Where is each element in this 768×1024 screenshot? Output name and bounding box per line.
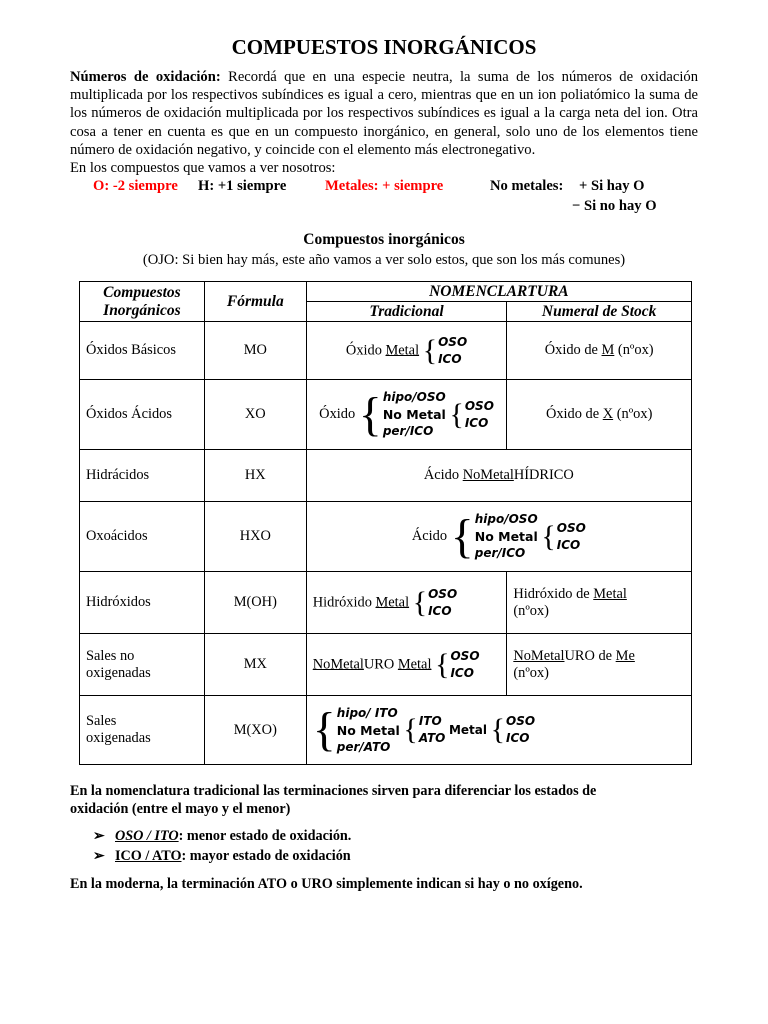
intro-paragraph — [70, 68, 698, 177]
row-name: Hidrácidos — [80, 450, 205, 502]
rule-nonmetals: No metales: — [490, 178, 564, 194]
page-title: COMPUESTOS INORGÁNICOS — [231, 35, 537, 59]
row-traditional: Óxido Metal { OSO ICO — [306, 322, 507, 380]
table-row — [80, 450, 692, 502]
arrow-bullet-icon: ➢ — [93, 828, 105, 844]
rule-si-hay-o: + Si hay O — [579, 178, 645, 194]
table-row — [80, 322, 692, 380]
row-traditional: Óxido { hipo/OSO No Metal per/ICO { OSO ICO — [306, 380, 507, 450]
table-note: (OJO: Si bien hay más, este año vamos a ver solo estos, que son los más comunes) — [142, 252, 626, 268]
traditional-note: En la nomenclatura tradicional las terminaciones sirven para diferenciar los estados de oxidación (entre el mayo y el menor) — [70, 783, 597, 817]
row-traditional: Hidróxido Metal { OSO ICO — [306, 572, 507, 634]
header-stock: Numeral de Stock — [507, 302, 692, 322]
row-formula: MX — [204, 634, 306, 696]
table-subtitle: Compuestos inorgánicos — [303, 231, 465, 248]
row-name: Sales no oxigenadas — [80, 634, 205, 696]
row-traditional: NoMetalURO Metal { OSO ICO — [306, 634, 507, 696]
row-name: Óxidos Ácidos — [80, 380, 205, 450]
header-traditional: Tradicional — [306, 302, 507, 322]
header-formula: Fórmula — [204, 282, 306, 322]
intro-label: Números de oxidación: — [70, 69, 221, 85]
table-row — [80, 696, 692, 765]
row-stock: NoMetalURO de Me (nºox) — [507, 634, 692, 696]
table-row — [80, 572, 692, 634]
row-formula: HX — [204, 450, 306, 502]
rule-oxygen: O: -2 siempre — [93, 178, 178, 194]
rule-no-hay-o: − Si no hay O — [572, 198, 657, 214]
row-formula: M(OH) — [204, 572, 306, 634]
row-name: Hidróxidos — [80, 572, 205, 634]
table-row — [80, 502, 692, 572]
rule-metals: Metales: + siempre — [325, 178, 444, 194]
bullet-oso-ito: ➢ OSO / ITO: menor estado de oxidación. — [93, 828, 352, 844]
row-nomenclature: Ácido { hipo/OSO No Metal per/ICO { OSO ICO — [306, 502, 691, 572]
intro-line2: En los compuestos que vamos a ver nosotros: — [70, 160, 336, 177]
row-formula: MO — [204, 322, 306, 380]
row-formula: HXO — [204, 502, 306, 572]
intro-body: Recordá que en una especie neutra, la suma de los números de oxidación multiplicada por los respectivos subíndices es igual a cero, mientras que en un ion poliatómico la suma de los números de oxidación multiplicada por los respectivos subíndices es igual a la carga neta del ion. Otra cosa a tener en cuenta es que en un compuesto inorgánico, en general, solo uno de los elementos tiene número de oxidación negativo, y coincide con el elemento más electronegativo. — [70, 69, 698, 158]
rule-hydrogen: H: +1 siempre — [198, 178, 287, 194]
row-name: Óxidos Básicos — [80, 322, 205, 380]
row-stock: Óxido de X (nºox) — [507, 380, 692, 450]
header-row — [80, 282, 692, 302]
row-name: Sales oxigenadas — [80, 696, 205, 765]
row-formula: M(XO) — [204, 696, 306, 765]
row-stock: Óxido de M (nºox) — [507, 322, 692, 380]
compounds-table — [79, 281, 692, 765]
table-row — [80, 380, 692, 450]
header-compounds: Compuestos Inorgánicos — [80, 282, 205, 322]
bullet-ico-ato: ➢ ICO / ATO: mayor estado de oxidación — [93, 848, 351, 864]
row-stock: Hidróxido de Metal (nºox) — [507, 572, 692, 634]
row-nomenclature: { hipo/ ITO No Metal per/ATO { ITO ATO Metal { OSO ICO — [306, 696, 691, 765]
arrow-bullet-icon: ➢ — [93, 848, 105, 864]
table-row — [80, 634, 692, 696]
row-name: Oxoácidos — [80, 502, 205, 572]
row-formula: XO — [204, 380, 306, 450]
header-nomenclature: NOMENCLARTURA — [306, 282, 691, 302]
modern-note: En la moderna, la terminación ATO o URO simplemente indican si hay o no oxígeno. — [70, 876, 583, 892]
row-nomenclature: Ácido NoMetalHÍDRICO — [306, 450, 691, 502]
